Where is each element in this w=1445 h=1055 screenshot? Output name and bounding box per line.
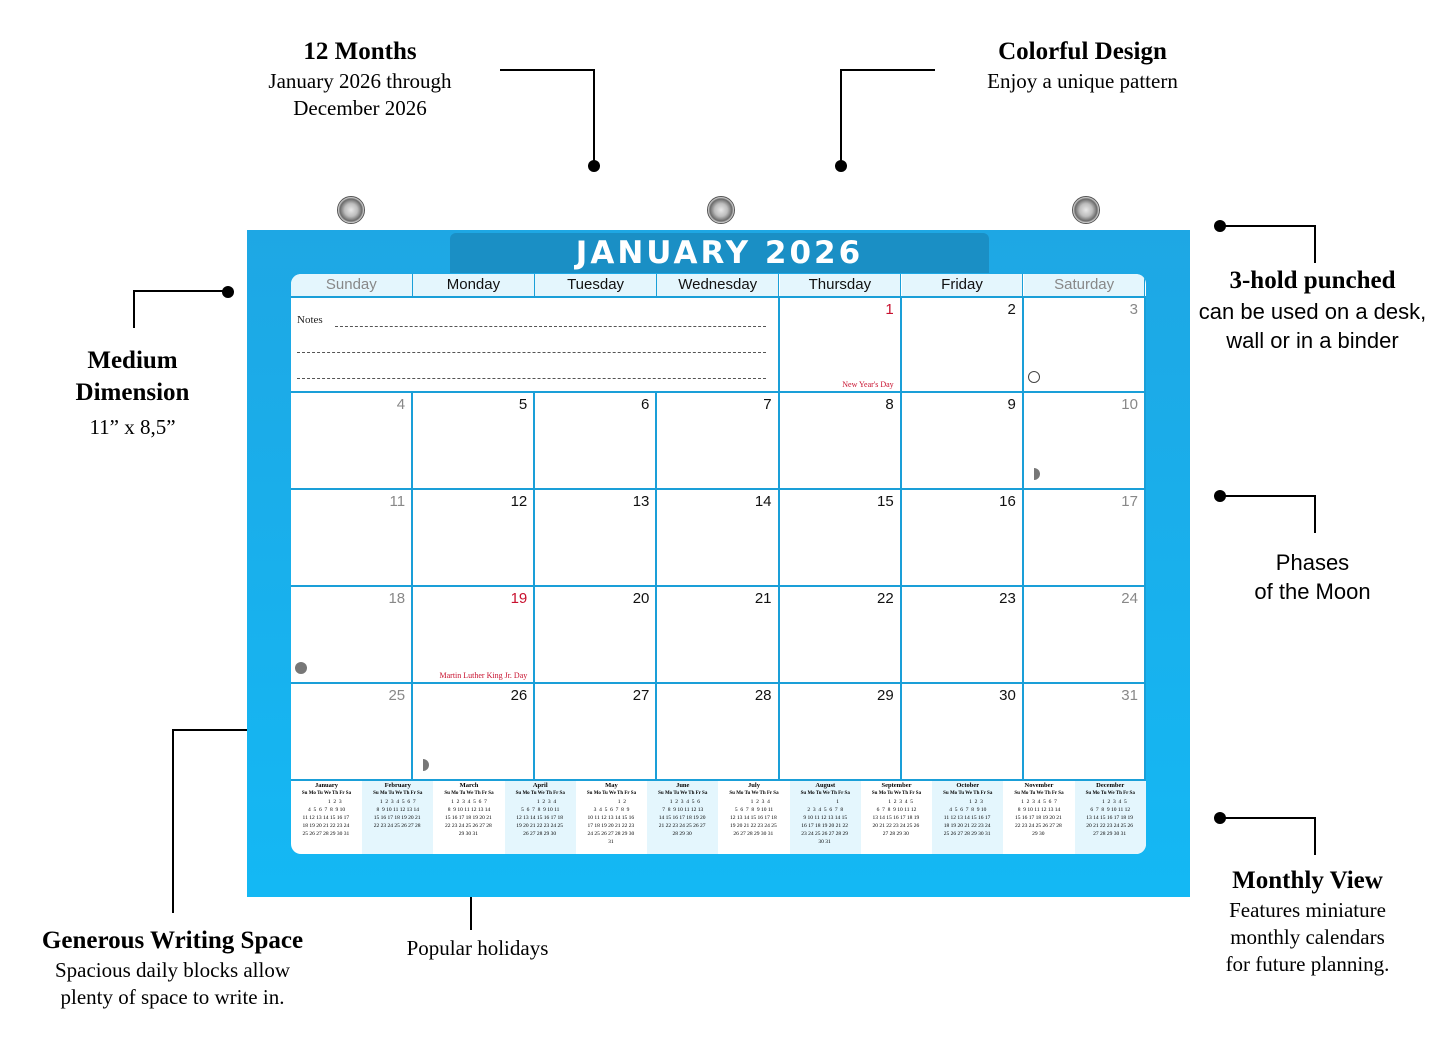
notes-line — [335, 326, 766, 327]
day-cell[interactable] — [1024, 684, 1146, 781]
day-cell[interactable] — [1024, 296, 1146, 393]
day-number: 2 — [1007, 301, 1016, 318]
mini-week-row: 27 28 29 30 — [882, 831, 911, 837]
mini-week-row: 29 30 31 — [458, 831, 480, 837]
day-cell[interactable] — [413, 587, 535, 684]
mini-month-title: January — [314, 782, 339, 789]
mini-week-row: 22 23 24 25 26 27 28 — [373, 823, 422, 829]
mini-calendar — [1004, 781, 1075, 854]
day-cell[interactable] — [291, 684, 413, 781]
annotation-title: Colorful Design — [998, 38, 1167, 65]
day-number: 10 — [1121, 396, 1138, 413]
annotation-line: December 2026 — [293, 96, 427, 120]
annotation-line: wall or in a binder — [1226, 328, 1399, 353]
mini-weekday-header: Su Mo Tu We Th Fr Sa — [658, 791, 708, 796]
leader-line — [172, 729, 174, 913]
day-cell[interactable] — [657, 393, 779, 490]
day-cell[interactable] — [780, 490, 902, 587]
leader-line — [172, 729, 247, 731]
day-cell[interactable] — [535, 393, 657, 490]
mini-week-row: 15 16 17 18 19 20 21 — [1014, 815, 1064, 821]
mini-month-title: October — [956, 782, 980, 789]
mini-calendar — [647, 781, 718, 854]
mini-calendar — [1075, 781, 1146, 854]
day-number: 9 — [1007, 396, 1016, 413]
day-number: 13 — [632, 493, 650, 510]
mini-week-row: 1 2 — [595, 799, 628, 805]
weekday-sunday: Sunday — [291, 274, 413, 296]
mini-week-row: 20 21 22 23 24 25 26 — [1086, 823, 1135, 829]
mini-weekday-header: Su Mo Tu We Th Fr Sa — [943, 791, 993, 796]
mini-week-row: 1 2 3 — [310, 799, 343, 805]
day-number: 7 — [763, 396, 772, 413]
mini-week-row: 2 3 4 5 6 7 8 — [806, 807, 845, 813]
mini-month-title: March — [459, 782, 479, 789]
calendar-background — [247, 230, 1190, 897]
day-number: 17 — [1121, 493, 1138, 510]
mini-week-row: 9 10 11 12 13 14 15 — [801, 815, 849, 821]
mini-week-row: 18 19 20 21 22 23 24 — [302, 823, 351, 829]
mini-week-row: 1 2 3 4 5 6 7 — [449, 799, 489, 805]
mini-calendars — [291, 781, 1146, 854]
mini-week-row: 28 29 30 — [672, 831, 694, 837]
leader-line — [133, 290, 135, 328]
mini-month-title: September — [881, 782, 912, 789]
mini-week-row: 20 21 22 23 24 25 26 — [872, 823, 921, 829]
mini-week-row: 27 28 29 30 31 — [1093, 831, 1128, 837]
day-cell[interactable] — [657, 490, 779, 587]
mini-week-row: 4 5 6 7 8 9 10 — [947, 807, 988, 813]
mini-week-row: 1 2 3 4 — [523, 799, 558, 805]
mini-weekday-header: Su Mo Tu We Th Fr Sa — [515, 791, 565, 796]
annotation-12-months — [255, 36, 465, 122]
mini-week-row: 30 31 — [818, 839, 833, 845]
mini-week-row: 25 26 27 28 29 30 31 — [302, 831, 351, 837]
day-number: 6 — [641, 396, 650, 413]
mini-week-row: 1 2 3 4 5 — [878, 799, 915, 805]
day-cell[interactable] — [291, 393, 413, 490]
mini-weekday-header: Su Mo Tu We Th Fr Sa — [1085, 791, 1135, 796]
day-cell[interactable] — [780, 684, 902, 781]
mini-week-row: 11 12 13 14 15 16 17 — [943, 815, 992, 821]
weekday-tuesday: Tuesday — [535, 274, 657, 296]
mini-weekday-header: Su Mo Tu We Th Fr Sa — [444, 791, 494, 796]
day-number: 4 — [396, 396, 406, 413]
mini-week-row: 13 14 15 16 17 18 19 — [1086, 815, 1135, 821]
annotation-colorful-design — [965, 36, 1200, 95]
mini-weekday-header: Su Mo Tu We Th Fr Sa — [800, 791, 850, 796]
mini-week-row: 1 2 3 4 5 6 7 — [378, 799, 417, 805]
day-cell[interactable] — [1024, 587, 1146, 684]
day-number: 14 — [754, 493, 772, 510]
mini-week-row: 31 — [608, 839, 615, 845]
annotation-3-hold-punched — [1195, 265, 1430, 355]
mini-week-row: 13 14 15 16 17 18 19 — [872, 815, 921, 821]
annotation-title: Dimension — [75, 379, 190, 406]
leader-line — [1220, 817, 1316, 819]
mini-week-row: 5 6 7 8 9 10 11 — [733, 807, 775, 813]
annotation-writing-space — [20, 925, 325, 1011]
day-number: 23 — [999, 590, 1016, 607]
punch-hole-icon — [707, 196, 735, 224]
mini-month-title: May — [605, 782, 618, 789]
punched-strip — [247, 192, 1190, 230]
annotation-medium-dimension — [50, 345, 215, 441]
mini-calendar — [861, 781, 932, 854]
notes-line — [297, 378, 766, 379]
annotation-line: Features miniature — [1229, 898, 1386, 922]
mini-week-row: 17 18 19 20 21 22 23 — [587, 823, 636, 829]
mini-week-row: 19 20 21 22 23 24 25 — [729, 823, 779, 829]
day-number: 25 — [388, 687, 406, 704]
leader-dot — [835, 160, 847, 172]
mini-week-row: 15 16 17 18 19 20 21 — [444, 815, 494, 821]
day-number: 20 — [632, 590, 650, 607]
annotation-title: 3-hold punched — [1229, 267, 1396, 294]
day-number: 29 — [876, 687, 894, 704]
annotation-title: Monthly View — [1232, 867, 1383, 894]
day-cell[interactable] — [1024, 393, 1146, 490]
day-cell[interactable] — [902, 587, 1024, 684]
day-cell[interactable] — [902, 393, 1024, 490]
day-cell[interactable] — [657, 587, 779, 684]
mini-week-row: 23 24 25 26 27 28 29 — [801, 831, 850, 837]
mini-week-row: 18 19 20 21 22 23 24 — [943, 823, 992, 829]
day-cell[interactable] — [413, 490, 535, 587]
mini-weekday-header: Su Mo Tu We Th Fr Sa — [373, 791, 423, 796]
mini-calendar — [576, 781, 647, 854]
mini-week-row: 4 5 6 7 8 9 10 — [306, 807, 347, 813]
annotation-line: Spacious daily blocks allow — [54, 958, 291, 982]
mini-week-row: 1 2 3 4 5 6 7 — [1019, 799, 1059, 805]
mini-week-row: 21 22 23 24 25 26 27 — [658, 823, 707, 829]
mini-calendar — [790, 781, 861, 854]
annotation-line: monthly calendars — [1230, 925, 1385, 949]
mini-week-row: 8 9 10 11 12 13 14 — [1016, 807, 1062, 813]
day-cell[interactable] — [902, 684, 1024, 781]
mini-month-title: August — [815, 782, 836, 789]
mini-week-row: 6 7 8 9 10 11 12 — [875, 807, 918, 813]
mini-calendar — [932, 781, 1003, 854]
annotation-moon-phases — [1215, 548, 1410, 606]
mini-week-row: 26 27 28 29 30 — [523, 831, 558, 837]
annotation-line: plenty of space to write in. — [60, 985, 285, 1009]
day-number: 18 — [388, 590, 406, 607]
annotation-popular-holidays — [380, 935, 575, 962]
day-number: 3 — [1129, 301, 1138, 318]
day-number: 31 — [1121, 687, 1138, 704]
mini-week-row: 1 2 3 4 5 6 — [664, 799, 702, 805]
mini-month-title: December — [1096, 782, 1125, 789]
day-number: 15 — [876, 493, 894, 510]
calendar-sheet — [291, 274, 1146, 854]
day-number: 27 — [632, 687, 650, 704]
mini-week-row: 14 15 16 17 18 19 20 — [658, 815, 707, 821]
mini-weekday-header: Su Mo Tu We Th Fr Sa — [1014, 791, 1064, 796]
mini-week-row: 29 30 — [1032, 831, 1046, 837]
weekday-friday: Friday — [902, 274, 1024, 296]
mini-week-row: 8 9 10 11 12 13 14 — [375, 807, 421, 813]
day-number: 22 — [876, 590, 894, 607]
mini-calendar — [362, 781, 433, 854]
mini-week-row: 7 8 9 10 11 12 13 — [660, 807, 705, 813]
day-cell[interactable] — [657, 684, 779, 781]
mini-week-row: 24 25 26 27 28 29 30 — [587, 831, 636, 837]
mini-month-title: July — [748, 782, 760, 789]
mini-calendar — [719, 781, 790, 854]
annotation-line: Enjoy a unique pattern — [987, 69, 1178, 93]
mini-week-row: 8 9 10 11 12 13 14 — [446, 807, 492, 813]
day-cell[interactable] — [902, 296, 1024, 393]
mini-week-row: 19 20 21 22 23 24 25 — [516, 823, 565, 829]
mini-week-row: 1 — [810, 799, 841, 805]
leader-dot — [588, 160, 600, 172]
leader-line — [500, 69, 595, 71]
day-number: 28 — [754, 687, 772, 704]
mini-weekday-header: Su Mo Tu We Th Fr Sa — [301, 791, 352, 796]
leader-line — [1314, 495, 1316, 533]
day-cell[interactable] — [780, 296, 902, 393]
day-cell[interactable] — [413, 393, 535, 490]
day-cell[interactable] — [902, 490, 1024, 587]
mini-month-title: November — [1024, 782, 1054, 789]
mini-week-row: 11 12 13 14 15 16 17 — [302, 815, 351, 821]
mini-week-row: 25 26 27 28 29 30 31 — [943, 831, 992, 837]
weekday-wednesday: Wednesday — [657, 274, 779, 296]
annotation-monthly-view — [1200, 865, 1415, 978]
day-cell[interactable] — [413, 684, 535, 781]
notes-line — [297, 352, 766, 353]
day-number: 26 — [510, 687, 528, 704]
mini-week-row: 5 6 7 8 9 10 11 — [519, 807, 561, 813]
leader-line — [1220, 225, 1316, 227]
leader-line — [1314, 225, 1316, 263]
leader-line — [840, 69, 935, 71]
annotation-line: can be used on a desk, — [1198, 299, 1427, 324]
notes-area[interactable] — [291, 296, 780, 393]
leader-line — [593, 69, 595, 166]
mini-week-row: 1 2 3 4 5 — [1092, 799, 1129, 805]
day-number: 16 — [999, 493, 1016, 510]
day-cell[interactable] — [1024, 490, 1146, 587]
day-cell[interactable] — [780, 393, 902, 490]
annotation-line: 11” x 8,5” — [89, 415, 176, 439]
mini-month-title: June — [676, 782, 690, 789]
day-number: 12 — [510, 493, 528, 510]
notes-label: Notes — [297, 314, 323, 326]
day-number: 30 — [999, 687, 1016, 704]
month-title: JANUARY 2026 — [450, 233, 989, 273]
leader-line — [133, 290, 229, 292]
calendar-product — [247, 192, 1190, 897]
mini-calendar — [505, 781, 576, 854]
mini-calendar — [434, 781, 505, 854]
new-moon-icon — [295, 662, 307, 674]
mini-month-title: February — [384, 782, 411, 789]
mini-calendar — [291, 781, 362, 854]
annotation-title: Medium — [87, 347, 178, 374]
day-cell[interactable] — [780, 587, 902, 684]
last-quarter-moon-icon — [1028, 468, 1040, 480]
annotation-line: of the Moon — [1254, 579, 1371, 604]
annotation-title: Generous Writing Space — [41, 927, 304, 954]
day-number: 19 — [510, 590, 528, 607]
punch-hole-icon — [337, 196, 365, 224]
punch-hole-icon — [1072, 196, 1100, 224]
mini-weekday-header: Su Mo Tu We Th Fr Sa — [586, 791, 637, 796]
holiday-label: Martin Luther King Jr. Day — [439, 671, 528, 680]
day-cell[interactable] — [535, 490, 657, 587]
mini-weekday-header: Su Mo Tu We Th Fr Sa — [871, 791, 922, 796]
mini-week-row: 3 4 5 6 7 8 9 — [592, 807, 631, 813]
day-cell[interactable] — [535, 587, 657, 684]
day-cell[interactable] — [291, 587, 413, 684]
mini-week-row: 12 13 14 15 16 17 18 — [729, 815, 779, 821]
mini-weekday-header: Su Mo Tu We Th Fr Sa — [729, 791, 779, 796]
annotation-title: 12 Months — [303, 38, 417, 65]
leader-dot — [222, 286, 234, 298]
holiday-label: New Year's Day — [842, 380, 894, 389]
weekday-saturday: Saturday — [1024, 274, 1146, 296]
first-quarter-moon-icon — [417, 759, 429, 771]
day-number: 21 — [754, 590, 772, 607]
day-number: 1 — [885, 301, 894, 318]
mini-week-row: 1 2 3 — [951, 799, 985, 805]
annotation-line: Popular holidays — [406, 936, 549, 960]
leader-line — [840, 69, 842, 166]
leader-line — [470, 897, 472, 930]
mini-week-row: 22 23 24 25 26 27 28 — [444, 823, 494, 829]
mini-week-row: 15 16 17 18 19 20 21 — [373, 815, 422, 821]
leader-line — [1220, 495, 1316, 497]
mini-week-row: 12 13 14 15 16 17 18 — [516, 815, 565, 821]
mini-week-row: 10 11 12 13 14 15 16 — [587, 815, 636, 821]
weekday-monday: Monday — [413, 274, 535, 296]
mini-week-row: 26 27 28 29 30 31 — [733, 831, 775, 837]
leader-line — [1314, 817, 1316, 855]
annotation-line: Phases — [1275, 550, 1350, 575]
full-moon-icon — [1028, 371, 1040, 383]
mini-week-row: 1 2 3 4 — [736, 799, 772, 805]
mini-week-row: 16 17 18 19 20 21 22 — [801, 823, 850, 829]
day-number: 8 — [885, 396, 894, 413]
mini-week-row: 22 23 24 25 26 27 28 — [1014, 823, 1064, 829]
day-number: 5 — [518, 396, 528, 413]
day-cell[interactable] — [291, 490, 413, 587]
day-cell[interactable] — [535, 684, 657, 781]
mini-month-title: April — [532, 782, 548, 789]
annotation-line: January 2026 through — [268, 69, 452, 93]
day-number: 11 — [389, 493, 406, 510]
weekday-thursday: Thursday — [780, 274, 902, 296]
day-number: 24 — [1121, 590, 1138, 607]
mini-week-row: 6 7 8 9 10 11 12 — [1089, 807, 1132, 813]
annotation-line: for future planning. — [1225, 952, 1390, 976]
